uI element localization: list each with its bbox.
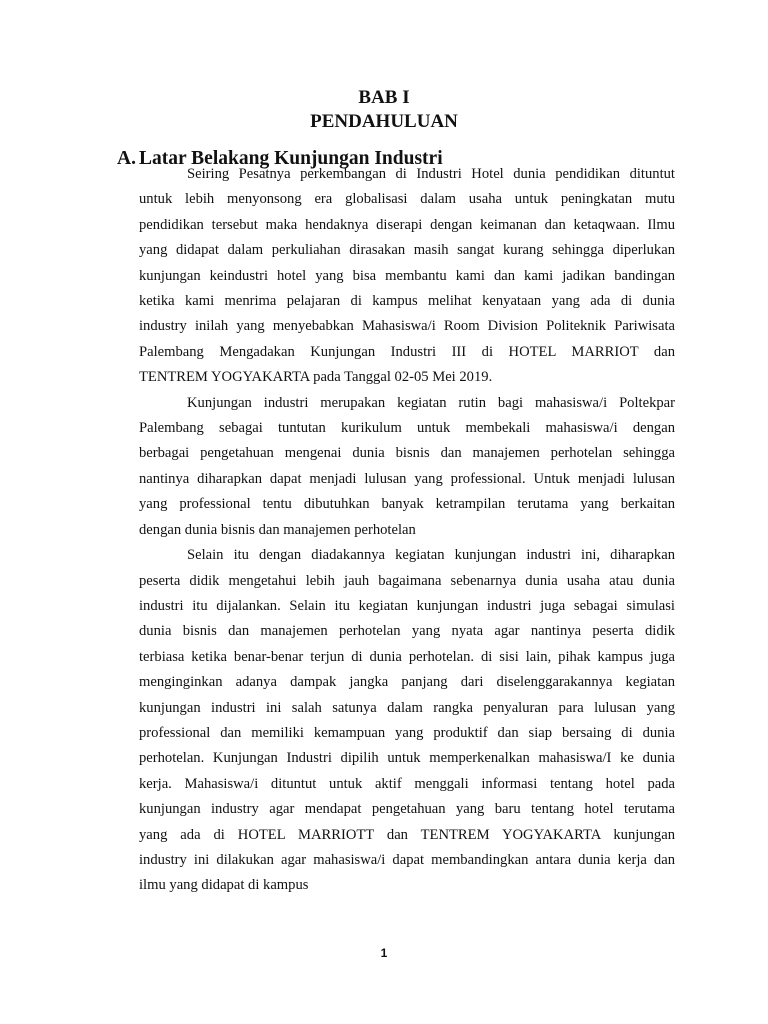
paragraph-line: Seiring Pesatnya perkembangan di Industri Hotel dunia pendidikan dituntut (187, 166, 675, 182)
paragraph-line: industry ini dilakukan agar mahasiswa/i dapat membandingkan antara dunia kerja dan (139, 851, 675, 868)
paragraph (139, 162, 675, 391)
paragraph-line: industry inilah yang menyebabkan Mahasiswa/i Room Division Politeknik Pariwisata (139, 318, 675, 335)
paragraph-line: peserta didik mengetahui lebih jauh bagaimana sebenarnya dunia usaha atau dunia (139, 572, 675, 589)
paragraph-line: Kunjungan industri merupakan kegiatan rutin bagi mahasiswa/i Poltekpar (187, 394, 675, 411)
document-body (139, 162, 675, 899)
chapter-number: BAB I (358, 87, 410, 108)
paragraph-line: kunjungan keindustri hotel yang bisa membantu kami dan kami jadikan bandingan (139, 267, 675, 284)
paragraph-line: TENTREM YOGYAKARTA pada Tanggal 02-05 Mei 2019. (139, 369, 493, 386)
paragraph-line: untuk lebih menyonsong era globalisasi dalam usaha untuk peningkatan mutu (139, 191, 675, 208)
chapter-title: PENDAHULUAN (310, 111, 458, 132)
paragraph-line: kunjungan industri ini salah satunya dalam rangka penyaluran para lulusan yang (139, 699, 675, 716)
paragraph-line: yang ada di HOTEL MARRIOTT dan TENTREM YOGYAKARTA kunjungan (139, 826, 675, 843)
page-number: 1 (380, 946, 388, 960)
paragraph-line: ilmu yang didapat di kampus (139, 877, 309, 894)
paragraph-line: terbiasa ketika benar-benar terjun di dunia perhotelan. di sisi lain, pihak kampus juga (139, 648, 675, 665)
section-title: Latar Belakang Kunjungan Industri (139, 148, 443, 169)
paragraph-line: Palembang Mengadakan Kunjungan Industri III di HOTEL MARRIOT dan (139, 343, 675, 360)
paragraph-line: menginginkan adanya dampak jangka panjang dari diselenggarakannya kegiatan (139, 674, 675, 691)
paragraph-line: Palembang sebagai tuntutan kurikulum untuk membekali mahasiswa/i dengan (139, 420, 675, 437)
paragraph (139, 391, 675, 543)
paragraph (139, 543, 675, 899)
paragraph-line: dengan dunia bisnis dan manajemen perhotelan (139, 521, 416, 538)
paragraph-line: berbagai pengetahuan mengenai dunia bisnis dan manajemen perhotelan sehingga (139, 445, 675, 462)
paragraph-line: perhotelan. Kunjungan Industri dipilih untuk memperkenalkan mahasiswa/I ke dunia (139, 750, 675, 767)
paragraph-line: kerja. Mahasiswa/i dituntut untuk aktif menggali informasi tentang hotel pada (139, 775, 675, 792)
section-letter: A. (117, 148, 136, 169)
paragraph-line: dunia bisnis dan manajemen perhotelan yang nyata agar nantinya peserta didik (139, 623, 675, 640)
paragraph-line: yang professional tentu dibutuhkan banyak ketrampilan terutama yang berkaitan (139, 496, 675, 513)
paragraph-line: professional dan memiliki kemampuan yang produktif dan siap bersaing di dunia (139, 724, 675, 741)
paragraph-line: kunjungan industry agar mendapat pengetahuan yang baru tentang hotel terutama (139, 801, 675, 818)
paragraph-line: ketika kami menrima pelajaran di kampus melihat kenyataan yang ada di dunia (139, 293, 675, 310)
paragraph-line: Selain itu dengan diadakannya kegiatan kunjungan industri ini, diharapkan (187, 547, 675, 564)
paragraph-line: pendidikan tersebut maka hendaknya diserapi dengan keimanan dan ketaqwaan. Ilmu (139, 216, 675, 233)
paragraph-line: yang didapat dalam perkuliahan dirasakan masih sangat kurang sehingga diperlukan (139, 242, 675, 259)
paragraph-line: nantinya diharapkan dapat menjadi lulusan yang professional. Untuk menjadi lulusan (139, 470, 675, 487)
paragraph-line: industri itu dijalankan. Selain itu kegiatan kunjungan industri juga sebagai simulasi (139, 597, 675, 614)
